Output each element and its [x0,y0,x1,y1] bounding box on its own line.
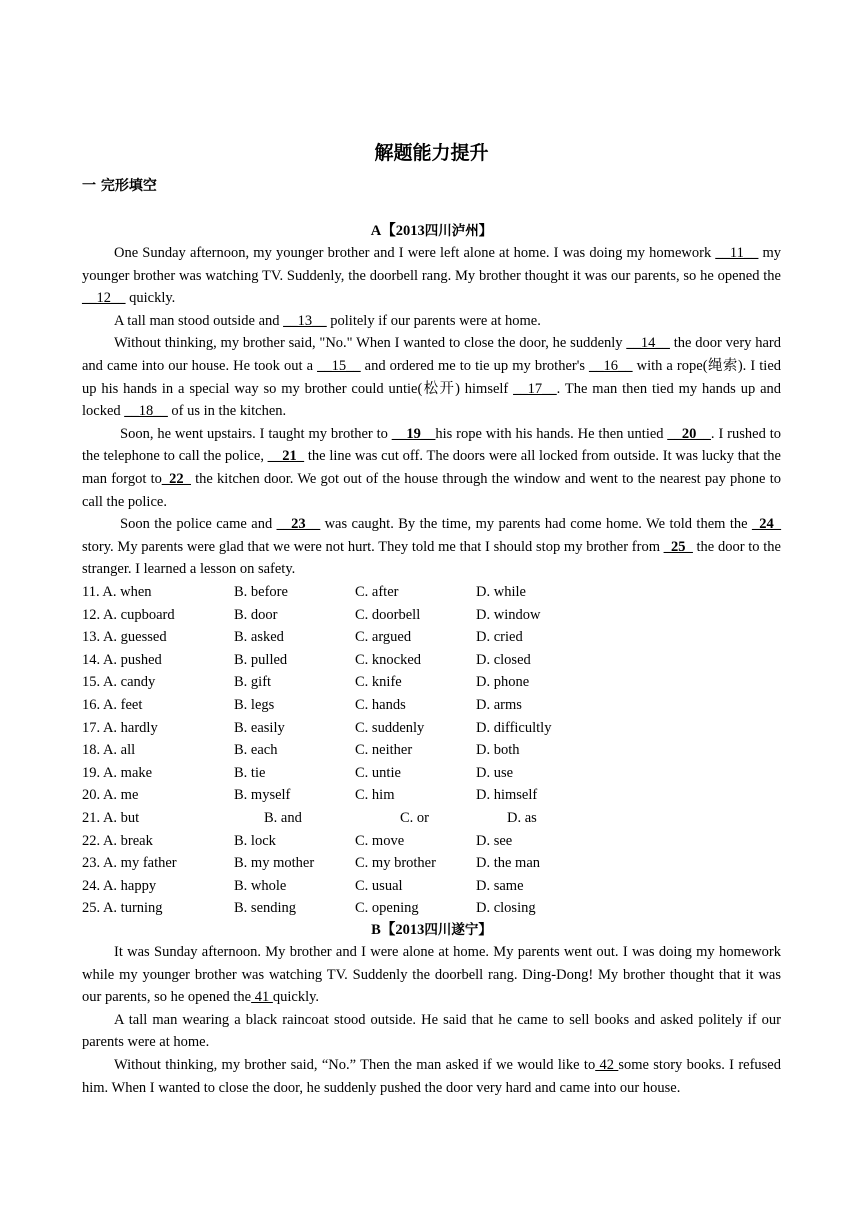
option-d: D. cried [476,629,523,646]
passage-text: story. My parents were glad that we were not hurt. They told me that I should stop my brother from [82,538,664,555]
option-d: D. closed [476,651,531,668]
passage-a-paragraph [82,513,781,581]
option-a: 15. A. candy [82,674,156,691]
passage-b-heading [82,918,781,939]
option-b: B. door [234,606,278,623]
blank: __20__ [667,425,711,442]
option-row [82,717,781,740]
option-c: C. doorbell [355,606,421,623]
option-d: D. use [476,764,514,781]
option-c: C. my brother [355,855,436,872]
option-a: 18. A. all [82,742,136,759]
option-b: B. and [264,809,302,826]
option-a: 24. A. happy [82,877,157,894]
passage-text: . I rushed to the telephone to call the police, [82,425,781,465]
passage-text: the door to the stranger. I learned a lesson on safety. [82,538,781,578]
option-c: C. knocked [355,651,422,668]
blank: __19__ [391,425,436,442]
option-d: D. difficultly [476,719,552,736]
passage-text: Soon the police came and [120,516,277,533]
option-c: C. untie [355,764,401,781]
option-c: C. him [355,787,395,804]
option-b: B. easily [234,719,285,736]
blank: _25_ [663,538,693,555]
option-b: B. lock [234,832,276,849]
blank: __23__ [276,516,321,533]
option-b: B. legs [234,696,275,713]
option-a: 22. A. break [82,832,153,849]
passage-a-heading [82,219,781,240]
blank: __18__ [124,403,168,420]
blank: __12__ [82,290,126,307]
option-d: D. arms [476,696,522,713]
passage-text: of us in the kitchen. [167,403,287,420]
option-row [82,807,781,830]
passage-a-heading-source: 四川泸州】 [424,223,493,239]
passage-a-paragraph [82,332,781,422]
option-row [82,762,781,785]
blank: __11__ [715,245,759,261]
passage-text: the kitchen door. We got out of the house through the window and went to the nearest pay phone to call the police. [82,470,781,510]
passage-text: A tall man wearing a black raincoat stood outside. He said that he came to sell books and asked politely if our parents were at home. [82,1011,781,1051]
option-row [82,897,781,920]
passage-text: Without thinking, my brother said, “No.” Then the man asked if we would like to [114,1056,596,1073]
option-b: B. whole [234,877,287,894]
option-c: C. after [355,584,399,600]
option-row [82,581,781,604]
option-a: 14. A. pushed [82,651,162,668]
passage-text: quickly. [272,989,320,1006]
option-c: C. hands [355,696,406,713]
passage-b-paragraph [82,1009,781,1054]
option-c: C. neither [355,742,413,759]
option-d: D. same [476,877,524,894]
option-row [82,604,781,627]
option-a: 13. A. guessed [82,629,167,646]
passage-b-paragraph [82,941,781,1009]
option-c: C. move [355,832,405,849]
option-b: B. my mother [234,855,315,872]
option-a: 21. A. but [82,809,140,826]
option-d: D. as [507,809,537,826]
option-b: B. gift [234,674,272,691]
passage-text: quickly. [125,290,176,307]
passage-text: Soon, he went upstairs. I taught my brother to [120,425,392,442]
option-c: C. knife [355,674,402,691]
option-d: D. window [476,606,541,623]
option-d: D. closing [476,900,536,917]
blank: __13__ [283,312,327,329]
passage-text: with a rope(绳索). I tied up his hands in a special way so my brother could untie(松开) himself [82,357,781,397]
passage-a-paragraph [82,242,781,310]
option-d: D. the man [476,855,541,872]
option-row [82,784,781,807]
blank: 42 [595,1056,619,1073]
passage-b [82,941,781,1099]
option-row [82,649,781,672]
option-b: B. before [234,584,288,600]
passage-text: the line was cut off. The doors were all locked from outside. It was lucky that the man forgot to [82,448,781,487]
passage-a [82,242,781,581]
blank: __15__ [317,357,361,374]
option-b: B. sending [234,900,297,917]
blank: __16__ [589,357,633,374]
blank: _22_ [161,470,191,487]
option-b: B. pulled [234,651,288,668]
option-row [82,739,781,762]
blank: _24_ [752,516,781,533]
option-b: B. myself [234,787,291,804]
option-d: D. both [476,742,520,759]
passage-text: was caught. By the time, my parents had come home. We told them the [320,516,752,533]
blank: __21_ [267,448,305,465]
passage-text: the door very hard and came into our house. He took out a [82,335,781,374]
passage-text: It was Sunday afternoon. My brother and I were alone at home. My parents went out. I was doing my homework while my younger brother was watching TV. Suddenly the doorbell rang. Ding-Dong! My brother thought that it was our parents, so he opened the [82,944,781,1006]
option-a: 12. A. cupboard [82,606,175,623]
option-a: 17. A. hardly [82,719,158,736]
option-a: 19. A. make [82,764,153,781]
option-d: D. while [476,584,526,600]
option-row [82,671,781,694]
option-a: 11. A. when [82,584,152,600]
option-row [82,626,781,649]
option-a: 23. A. my father [82,855,177,872]
passage-b-heading-source: 四川遂宁】 [424,922,492,938]
options-list [82,581,781,920]
passage-a-paragraph [82,310,781,333]
page-title: 解题能力提升 [374,142,489,164]
passage-text: his rope with his hands. He then untied [435,425,668,442]
passage-text: One Sunday afternoon, my younger brother and I were left alone at home. I was doing my homework [114,245,716,261]
option-b: B. tie [234,764,266,781]
section-heading: 一 完形填空 [82,178,157,194]
option-b: B. asked [234,629,284,646]
passage-text: and ordered me to tie up my brother's [360,357,590,374]
option-b: B. each [234,742,278,759]
option-c: C. suddenly [355,719,425,736]
option-d: D. phone [476,674,530,691]
option-d: D. himself [476,787,538,804]
blank: __17__ [513,380,557,397]
passage-text: my younger brother was watching TV. Suddenly, the doorbell rang. My brother thought it was our parents, so he opened the [82,245,782,284]
blank: __14__ [626,335,670,352]
passage-text: politely if our parents were at home. [326,312,541,329]
passage-a-heading-prefix: A【2013 [370,223,425,239]
passage-b-paragraph [82,1054,781,1099]
option-row [82,852,781,875]
option-c: C. usual [355,877,403,894]
option-c: C. or [400,809,429,826]
option-row [82,694,781,717]
option-row [82,875,781,898]
blank: 41 [251,989,273,1006]
option-a: 25. A. turning [82,900,163,917]
option-c: C. opening [355,900,419,917]
option-c: C. argued [355,629,412,646]
option-row [82,830,781,853]
option-a: 20. A. me [82,787,139,804]
passage-text: some story books. I refused him. When I wanted to close the door, he suddenly pushed the door very hard and came into our house. [82,1056,781,1096]
option-a: 16. A. feet [82,696,143,713]
passage-b-heading-prefix: B【2013 [371,922,425,938]
passage-a-paragraph [82,423,781,513]
passage-text: A tall man stood outside and [114,312,284,329]
passage-text: Without thinking, my brother said, "No." When I wanted to close the door, he suddenly [114,335,627,352]
passage-text: . The man then tied my hands up and locked [82,380,782,420]
option-d: D. see [476,832,513,849]
